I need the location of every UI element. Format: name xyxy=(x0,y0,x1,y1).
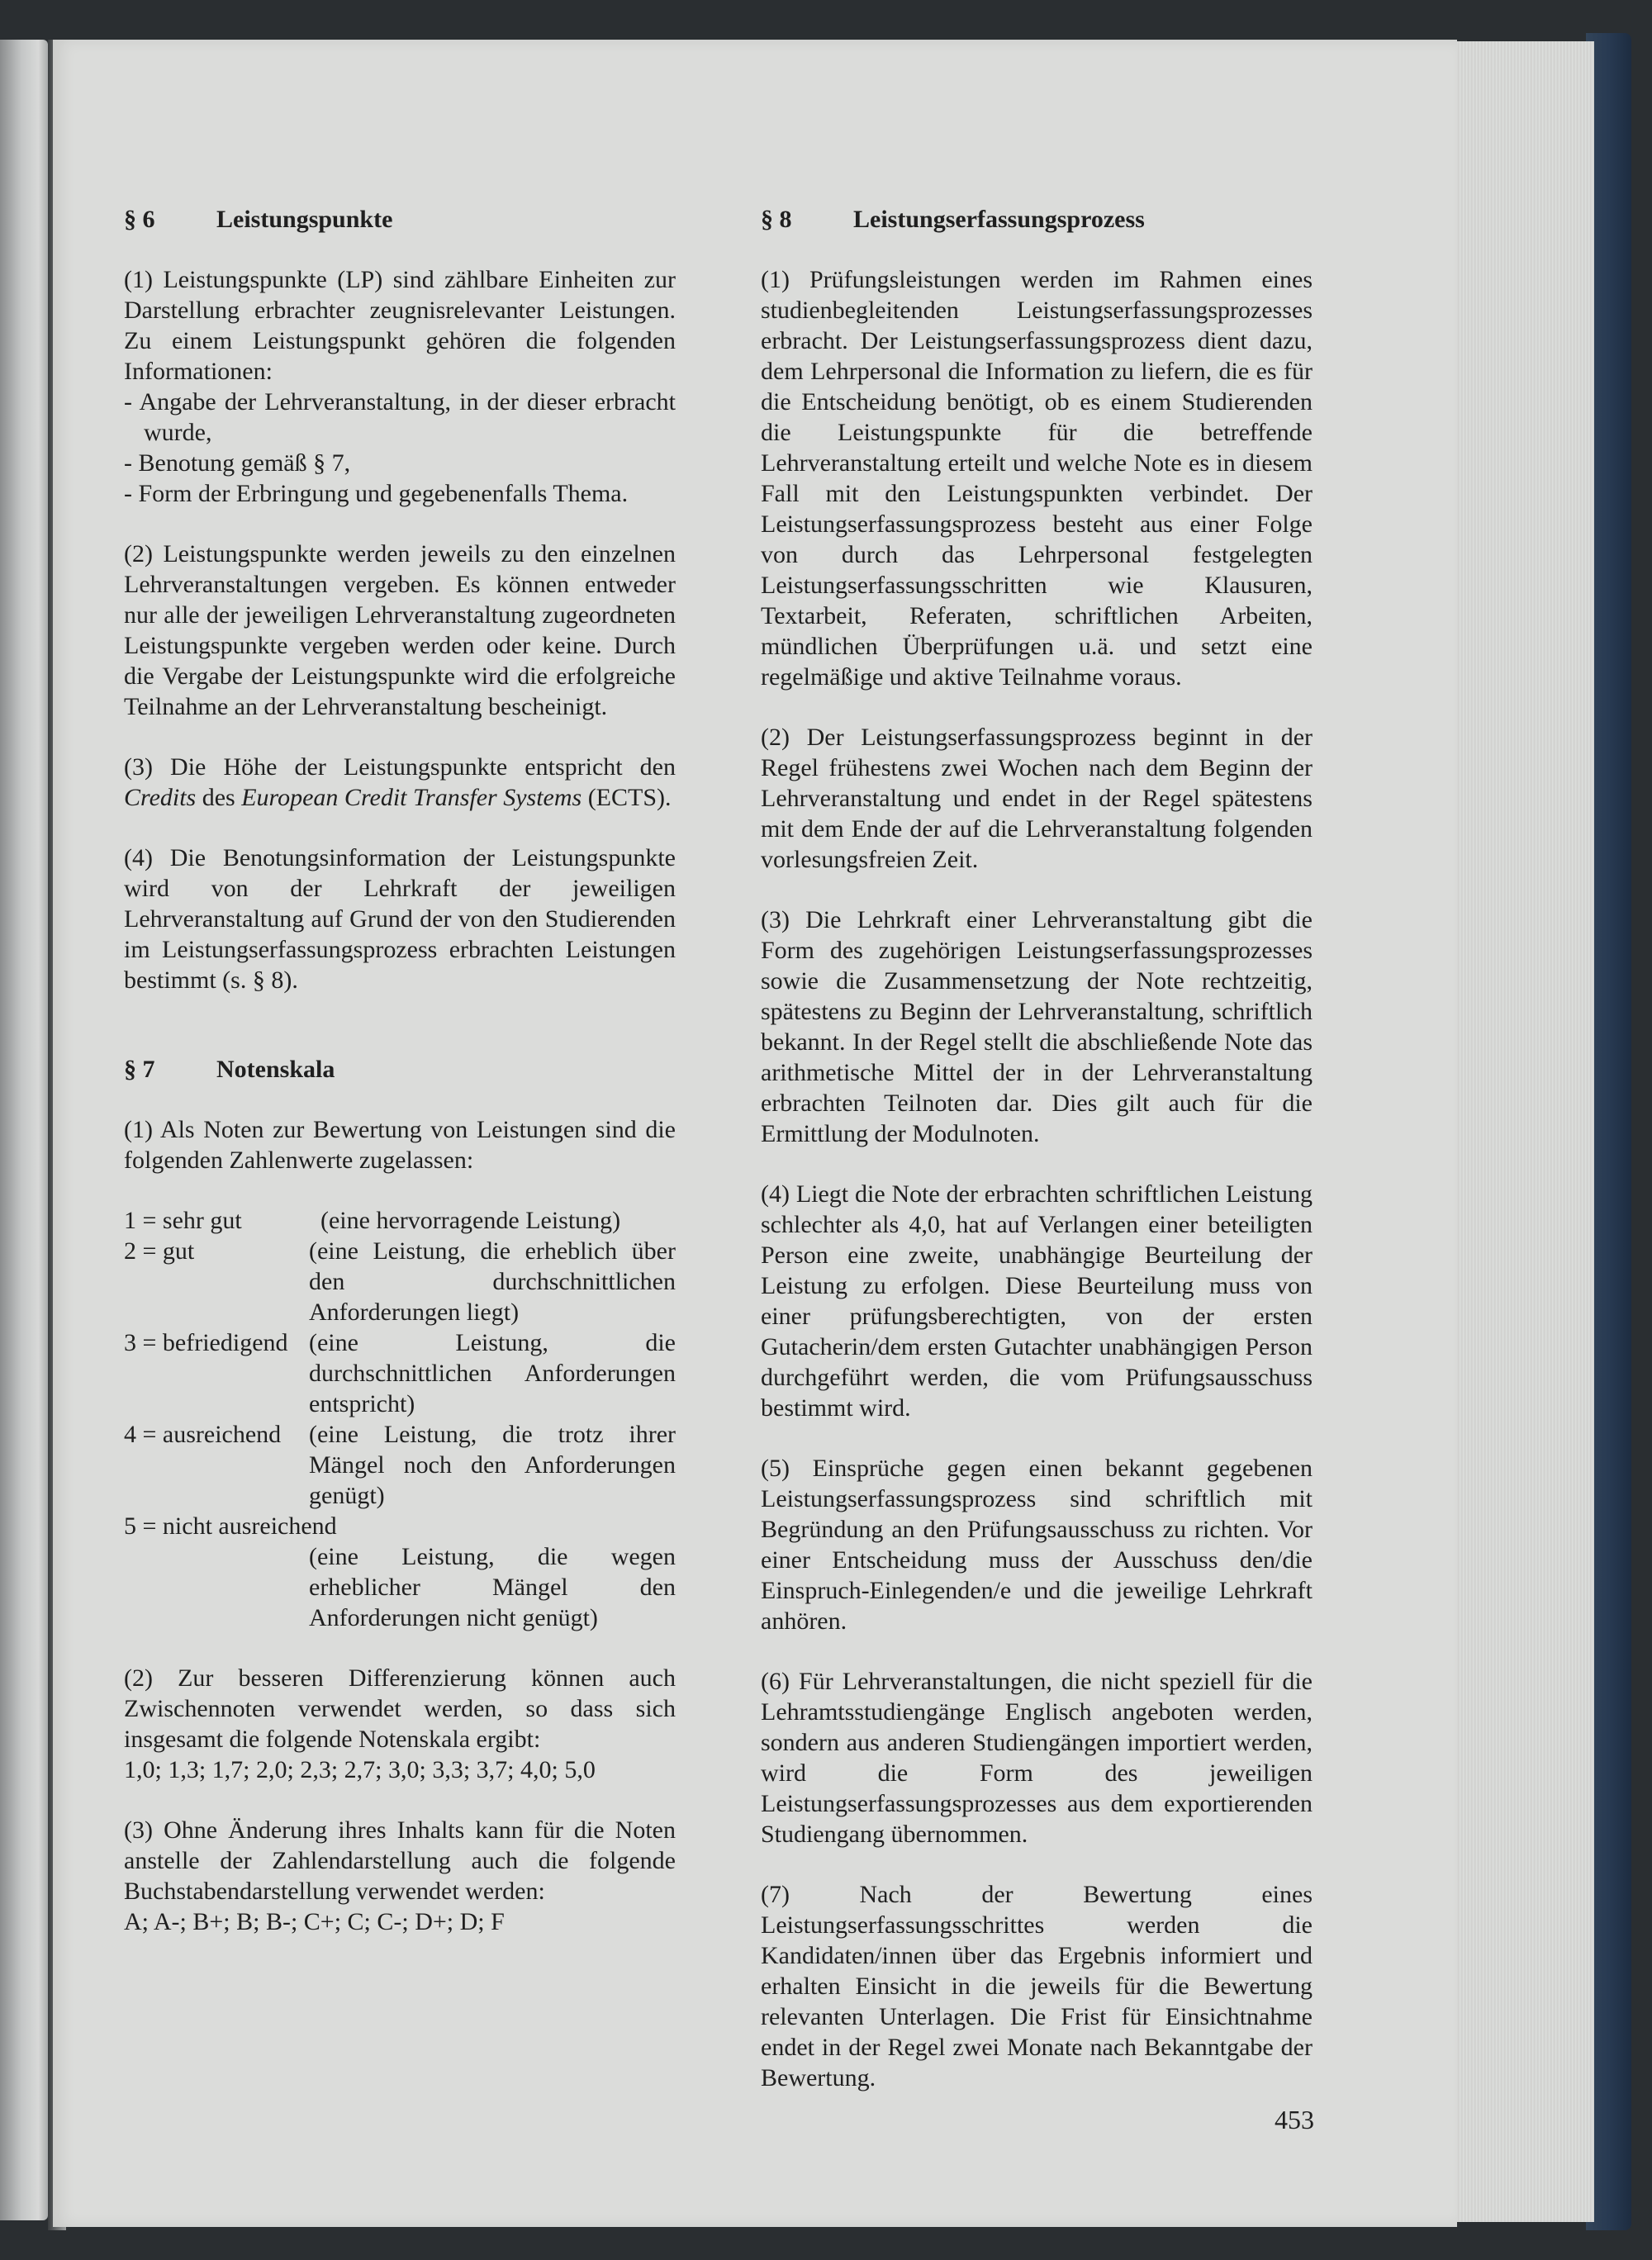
grade-label: 3 = befriedigend xyxy=(124,1329,288,1356)
s7-paragraph-2 xyxy=(124,1663,676,1785)
s8-paragraph-6: (6) Für Lehrveranstaltungen, die nicht speziell für die Lehramtsstudiengänge Englisch angeboten werden, sondern aus anderen Studiengängen importiert werden, wird die Form des jeweiligen Leistungserfassungsprozesses aus dem exportierenden Studiengang übernommen. xyxy=(761,1668,1313,1848)
s8-paragraph-4: (4) Liegt die Note der erbrachten schriftlichen Leistung schlechter als 4,0, hat auf Verlangen einer beteiligten Person eine zweite, unabhängige Beurteilung der Leistung zu erfolgen. Diese Beurteilung muss von einer prüfungsberechtigten, von der ersten Gutacherin/dem ersten Gutachter unabhängigen Person durchgeführt werden, die vom Prüfungsausschuss bestimmt wird. xyxy=(761,1180,1313,1422)
page-number: 453 xyxy=(1275,2105,1314,2134)
grade-description: (eine Leistung, die durchschnittlichen Anforderungen entspricht) xyxy=(309,1329,676,1417)
list-item: - Form der Erbringung und gegebenenfalls Thema. xyxy=(124,480,629,507)
grade-label: 4 = ausreichend xyxy=(124,1421,282,1448)
section-title: Leistungspunkte xyxy=(216,206,393,233)
grade-row xyxy=(124,1419,676,1511)
credits-term: Credits xyxy=(124,784,197,811)
list-item: - Benotung gemäß § 7, xyxy=(124,449,351,477)
s7-paragraph-3 xyxy=(124,1815,676,1937)
section-title: Leistungserfassungsprozess xyxy=(853,206,1145,233)
section-title: Notenskala xyxy=(216,1056,335,1083)
grade-row xyxy=(124,1236,676,1327)
s8-paragraph-2: (2) Der Leistungserfassungsprozess beginnt in der Regel frühestens zwei Wochen nach dem Beginn der Lehrveranstaltung und endet in der Regel spätestens mit dem Ende der auf die Lehrveranstaltung folgenden vorlesungsfreien Zeit. xyxy=(761,724,1313,873)
paragraph-text: (3) Ohne Änderung ihres Inhalts kann für die Noten anstelle der Zahlendarstellung auch die folgende Buchstabendarstellung verwendet werden: xyxy=(124,1816,676,1905)
s8-paragraph-5: (5) Einsprüche gegen einen bekannt gegebenen Leistungserfassungsprozess sind schriftlich mit Begründung an den Prüfungsausschuss zu richten. Vor einer Entscheidung muss der Ausschuss den/die Einspruch-Einlegenden/e und die jeweilige Lehrkraft anhören. xyxy=(761,1455,1313,1635)
previous-page-edge xyxy=(0,40,48,2220)
grade-label: 1 = sehr gut xyxy=(124,1207,242,1234)
grade-description: (eine Leistung, die wegen erheblicher Mängel den Anforderungen nicht genügt) xyxy=(309,1543,676,1631)
section-number: § 8 xyxy=(761,206,792,233)
page-stack-edge xyxy=(1437,41,1594,2222)
grade-description: (eine Leistung, die trotz ihrer Mängel noch den Anforderungen genügt) xyxy=(309,1421,676,1509)
grade-row xyxy=(124,1511,676,1633)
info-list xyxy=(124,387,676,509)
grade-row xyxy=(124,1327,676,1419)
grade-scale-values: 1,0; 1,3; 1,7; 2,0; 2,3; 2,7; 3,0; 3,3; 3,7; 4,0; 5,0 xyxy=(124,1756,596,1783)
paragraph-text: (1) Leistungspunkte (LP) sind zählbare Einheiten zur Darstellung erbrachter zeugnisrelevanter Leistungen. Zu einem Leistungspunkt gehören die folgenden Informationen: xyxy=(124,266,676,385)
grade-row xyxy=(124,1205,676,1236)
list-item: - Angabe der Lehrveranstaltung, in der dieser erbracht wurde, xyxy=(124,388,676,446)
grade-label: 2 = gut xyxy=(124,1237,195,1265)
grade-description: (eine Leistung, die erheblich über den durchschnittlichen Anforderungen liegt) xyxy=(309,1237,676,1326)
s8-paragraph-1: (1) Prüfungsleistungen werden im Rahmen eines studienbegleitenden Leistungserfassungsprozesses erbracht. Der Leistungserfassungsprozess dient dazu, dem Lehrpersonal die Information zu liefern, die es für die Entscheidung benötigt, ob es einem Studierenden die Leistungspunkte für die betreffende Lehrveranstaltung erteilt und welche Note es in diesem Fall mit den Leistungspunkten verbindet. Der Leistungserfassungsprozess besteht aus einer Folge von durch das Lehrpersonal festgelegten Leistungserfassungsschritten wie Klausuren, Textarbeit, Referaten, schriftlichen Arbeiten, mündlichen Überprüfungen u.ä. und setzt eine regelmäßige und aktive Teilnahme voraus. xyxy=(761,266,1313,691)
s7-paragraph-1: (1) Als Noten zur Bewertung von Leistungen sind die folgenden Zahlenwerte zugelassen: xyxy=(124,1116,676,1174)
left-column xyxy=(124,205,676,1967)
letter-grade-values: A; A-; B+; B; B-; C+; C; C-; D+; D; F xyxy=(124,1908,505,1935)
section-number: § 7 xyxy=(124,1056,155,1083)
section-number: § 6 xyxy=(124,206,155,233)
s8-paragraph-7: (7) Nach der Bewertung eines Leistungserfassungsschrittes werden die Kandidaten/innen über das Ergebnis informiert und erhalten Einsicht in die jeweils für die Bewertung relevanten Unterlagen. Die Frist für Einsichtnahme endet in der Regel zwei Monate nach Bekanntgabe der Bewertung. xyxy=(761,1881,1313,2091)
grade-label: 5 = nicht ausreichend xyxy=(124,1512,337,1540)
paragraph-text: (ECTS). xyxy=(582,784,672,811)
right-column xyxy=(761,205,1313,2123)
section-6-heading xyxy=(124,205,676,235)
s6-paragraph-4: (4) Die Benotungsinformation der Leistungspunkte wird von der Lehrkraft der jeweiligen Lehrveranstaltung auf Grund der von den Studierenden im Leistungserfassungsprozess erbrachten Leistungen bestimmt (s. § 8). xyxy=(124,844,676,994)
s8-paragraph-3: (3) Die Lehrkraft einer Lehrveranstaltung gibt die Form des zugehörigen Leistungserfassungsprozesses sowie die Zusammensetzung der Note rechtzeitig, spätestens zu Beginn der Lehrveranstaltung, schriftlich bekannt. In der Regel stellt die abschließende Note das arithmetische Mittel der in der Lehrveranstaltung erbrachten Teilnoten dar. Dies gilt auch für die Ermittlung der Modulnoten. xyxy=(761,906,1313,1147)
section-8-heading xyxy=(761,205,1313,235)
s6-paragraph-3 xyxy=(124,752,676,813)
grade-scale-table xyxy=(124,1205,676,1633)
ects-term: European Credit Transfer Systems xyxy=(241,784,582,811)
paragraph-text: (2) Zur besseren Differenzierung können auch Zwischennoten verwendet werden, so dass sich insgesamt die folgende Notenskala ergibt: xyxy=(124,1664,676,1753)
document-page xyxy=(53,40,1457,2227)
grade-description: (eine hervorragende Leistung) xyxy=(320,1207,621,1234)
paragraph-text: (3) Die Höhe der Leistungspunkte entspricht den xyxy=(124,753,676,781)
paragraph-text: des xyxy=(196,784,242,811)
section-7-heading xyxy=(124,1055,676,1085)
s6-paragraph-2: (2) Leistungspunkte werden jeweils zu den einzelnen Lehrveranstaltungen vergeben. Es können entweder nur alle der jeweiligen Lehrveranstaltung zugeordneten Leistungspunkte vergeben werden oder keine. Durch die Vergabe der Leistungspunkte wird die erfolgreiche Teilnahme an der Lehrveranstaltung bescheinigt. xyxy=(124,540,676,720)
s6-paragraph-1 xyxy=(124,264,676,509)
